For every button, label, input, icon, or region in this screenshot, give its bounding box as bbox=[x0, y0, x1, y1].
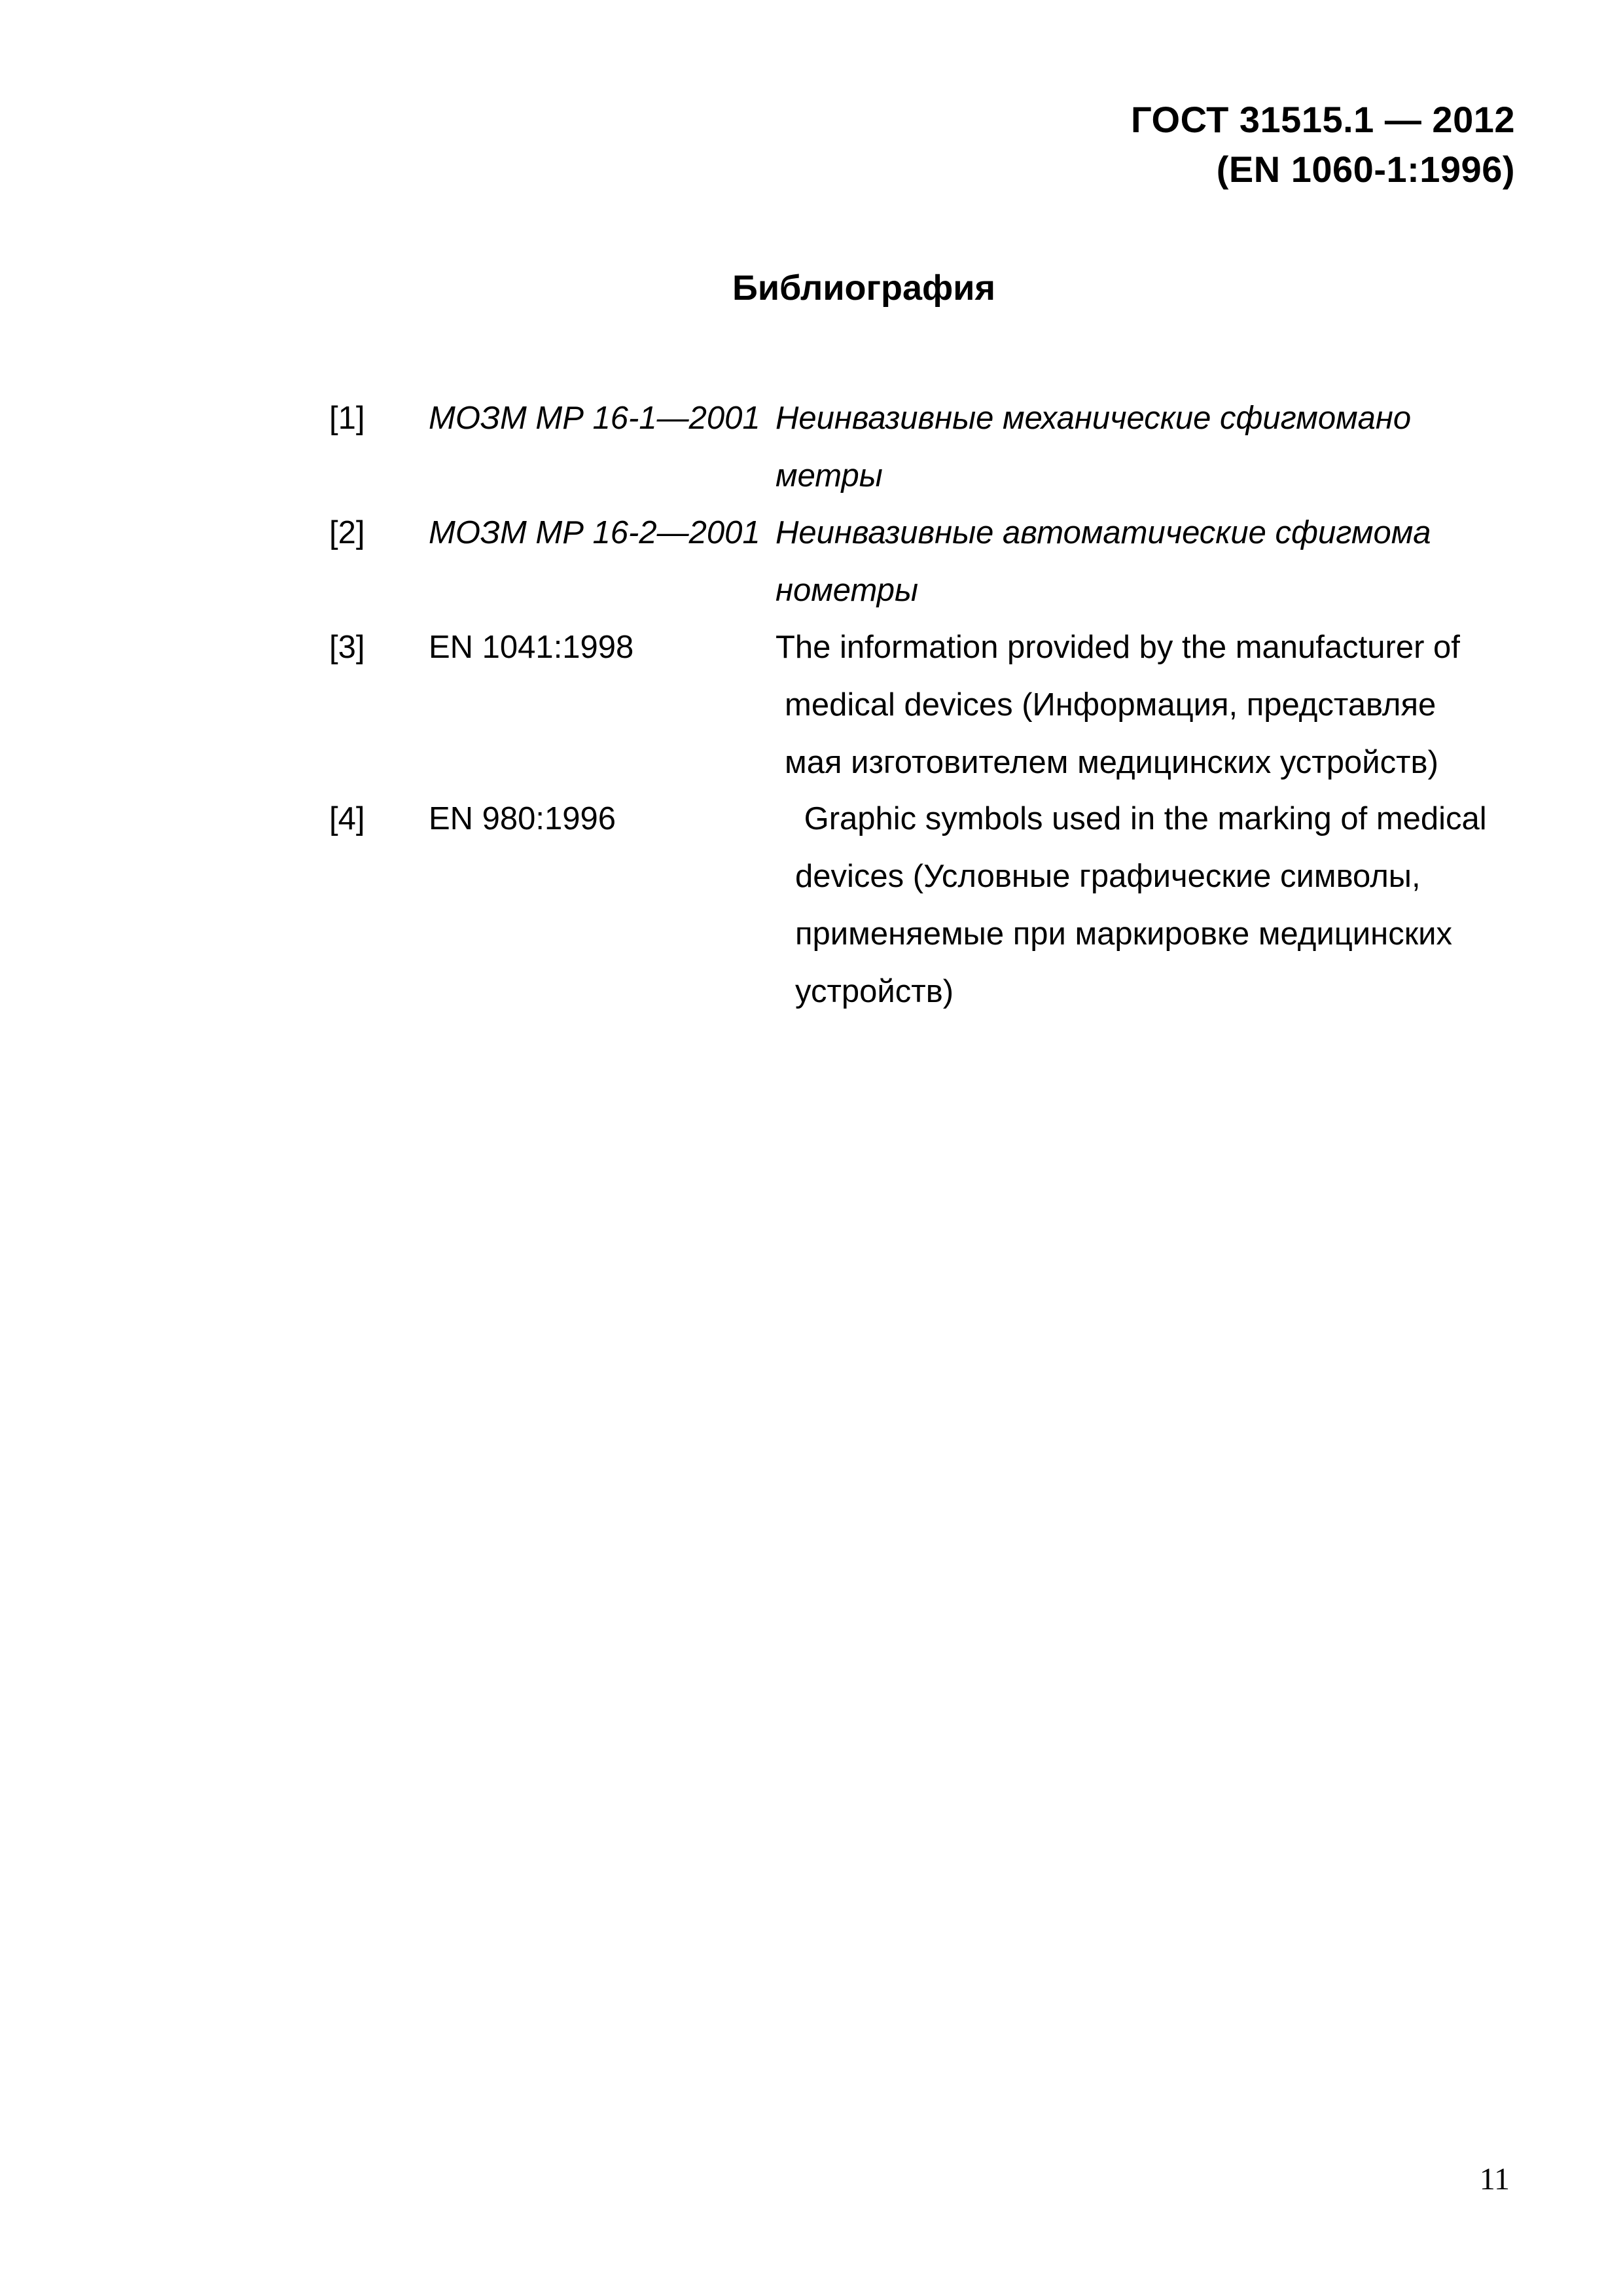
entry-description bbox=[776, 619, 1522, 791]
entry-description-line: devices (Условные графические символы, bbox=[795, 859, 1421, 894]
entry-description-line: Неинвазивные автоматические сфигмома bbox=[776, 515, 1431, 550]
entry-description-line: применяемые при маркировке медицинских bbox=[795, 916, 1452, 952]
entry-description-line: Неинвазивные механические сфигмомано bbox=[776, 401, 1412, 436]
entry-description-line: medical devices (Информация, представляе bbox=[785, 687, 1436, 723]
entry-number: [2] bbox=[329, 515, 365, 550]
entry-description-line: метры bbox=[776, 458, 883, 493]
entry-description bbox=[776, 504, 1522, 619]
entry-code: МОЗМ МР 16-2—2001 bbox=[429, 515, 760, 550]
entry-description-line: мая изготовителем медицинских устройств) bbox=[785, 745, 1438, 780]
standard-designation: ГОСТ 31515.1 — 2012 bbox=[1131, 99, 1515, 140]
entry-number: [1] bbox=[329, 401, 365, 436]
entry-code: МОЗМ МР 16-1—2001 bbox=[429, 401, 760, 436]
entry-description bbox=[776, 389, 1522, 505]
entry-code: EN 1041:1998 bbox=[429, 630, 634, 665]
equivalent-standard: (EN 1060-1:1996) bbox=[1216, 149, 1515, 190]
page-title: Библиография bbox=[732, 268, 995, 308]
entry-description-line: The information provided by the manufacturer of bbox=[776, 630, 1460, 665]
entry-code: EN 980:1996 bbox=[429, 801, 616, 836]
entry-description bbox=[795, 790, 1541, 1020]
entry-description-line: нометры bbox=[776, 573, 919, 608]
page-number: 11 bbox=[1479, 2162, 1510, 2197]
entry-description-line: устройств) bbox=[795, 974, 954, 1009]
entry-number: [3] bbox=[329, 630, 365, 665]
entry-description-line: Graphic symbols used in the marking of medical bbox=[795, 801, 1487, 836]
entry-number: [4] bbox=[329, 801, 365, 836]
